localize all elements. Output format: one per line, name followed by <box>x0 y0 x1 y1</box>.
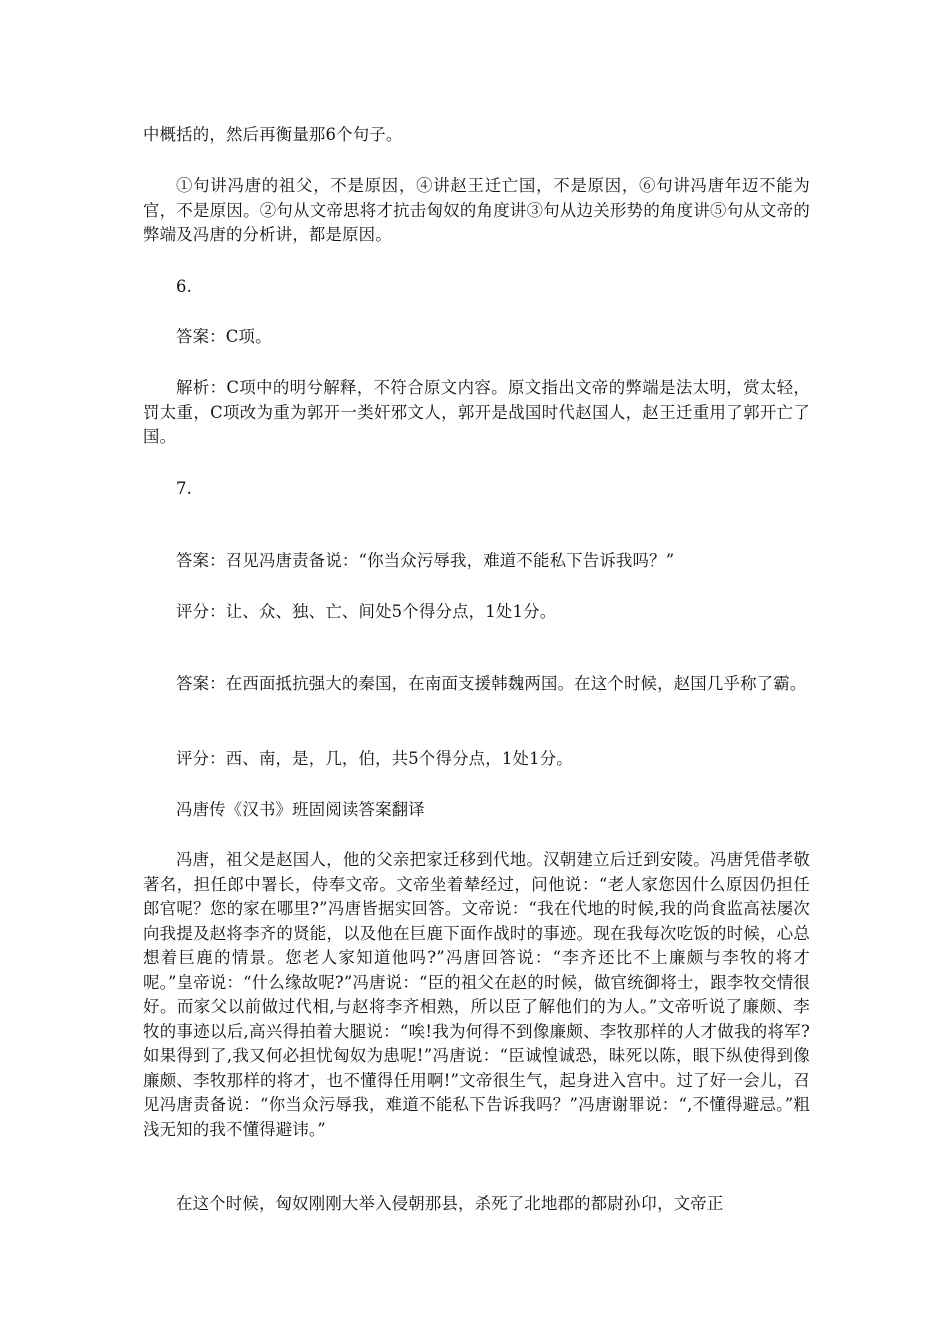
scoring-7-2: 评分：西、南，是，几，伯，共5个得分点，1处1分。 <box>176 749 573 768</box>
explanation-6: 解析：C项中的明兮解释，不符合原文内容。原文指出文帝的弊端是法太明，赏太轻，罚太重，C项改为重为郭开一类奸邪文人，郭开是战国时代赵国人，赵王迁重用了郭开亡了国。 <box>143 378 810 446</box>
question-number-7: 7. <box>176 479 193 498</box>
section-heading-translation: 冯唐传《汉书》班固阅读答案翻译 <box>176 800 425 819</box>
answer-7-1: 答案：召见冯唐责备说：“你当众污辱我，难道不能私下告诉我吗？” <box>176 551 675 570</box>
translation-paragraph-2: 在这个时候，匈奴刚刚大举入侵朝那县，杀死了北地郡的都尉孙卬，文帝正 <box>176 1194 724 1213</box>
paragraph-sentence-analysis: ①句讲冯唐的祖父，不是原因，④讲赵王迁亡国，不是原因，⑥句讲冯唐年迈不能为官，不是原因。②句从文帝思将才抗击匈奴的角度讲③句从边关形势的角度讲⑤句从文帝的弊端及冯唐的分析讲，都是原因。 <box>143 176 810 244</box>
paragraph-intro-continuation: 中概括的，然后再衡量那6个句子。 <box>143 125 403 144</box>
translation-paragraph-1: 冯唐，祖父是赵国人，他的父亲把家迁移到代地。汉朝建立后迁到安陵。冯唐凭借孝敬著名，担任郎中署长，侍奉文帝。文帝坐着辇经过，问他说：“老人家您因什么原因仍担任郎官呢？您的家在哪里?”冯唐皆据实回答。文帝说：“我在代地的时候,我的尚食监高祛屡次向我提及赵将李齐的贤能，以及他在巨鹿下面作战时的事迹。现在我每次吃饭的时候，心总想着巨鹿的情景。您老人家知道他吗?”冯唐回答说：“李齐还比不上廉颇与李牧的将才呢。”皇帝说：“什么缘故呢?”冯唐说：“臣的祖父在赵的时候，做官统御将士，跟李牧交情很好。而家父以前做过代相,与赵将李齐相熟，所以臣了解他们的为人。”文帝听说了廉颇、李牧的事迹以后,高兴得拍着大腿说：“唉!我为何得不到像廉颇、李牧那样的人才做我的将军?如果得到了,我又何必担忧匈奴为患呢!”冯唐说：“臣诚惶诚恐，昧死以陈，眼下纵使得到像廉颇、李牧那样的将才，也不懂得任用啊!”文帝很生气，起身进入宫中。过了好一会儿，召见冯唐责备说：“你当众污辱我，难道不能私下告诉我吗？”冯唐谢罪说：“,不懂得避忌。”粗浅无知的我不懂得避讳。” <box>143 850 810 1139</box>
answer-6: 答案：C项。 <box>176 327 272 346</box>
answer-7-2: 答案：在西面抵抗强大的秦国，在南面支援韩魏两国。在这个时候，赵国几乎称了霸。 <box>176 674 807 693</box>
scoring-7-1: 评分：让、众、独、亡、间处5个得分点，1处1分。 <box>176 602 557 621</box>
question-number-6: 6. <box>176 277 193 296</box>
